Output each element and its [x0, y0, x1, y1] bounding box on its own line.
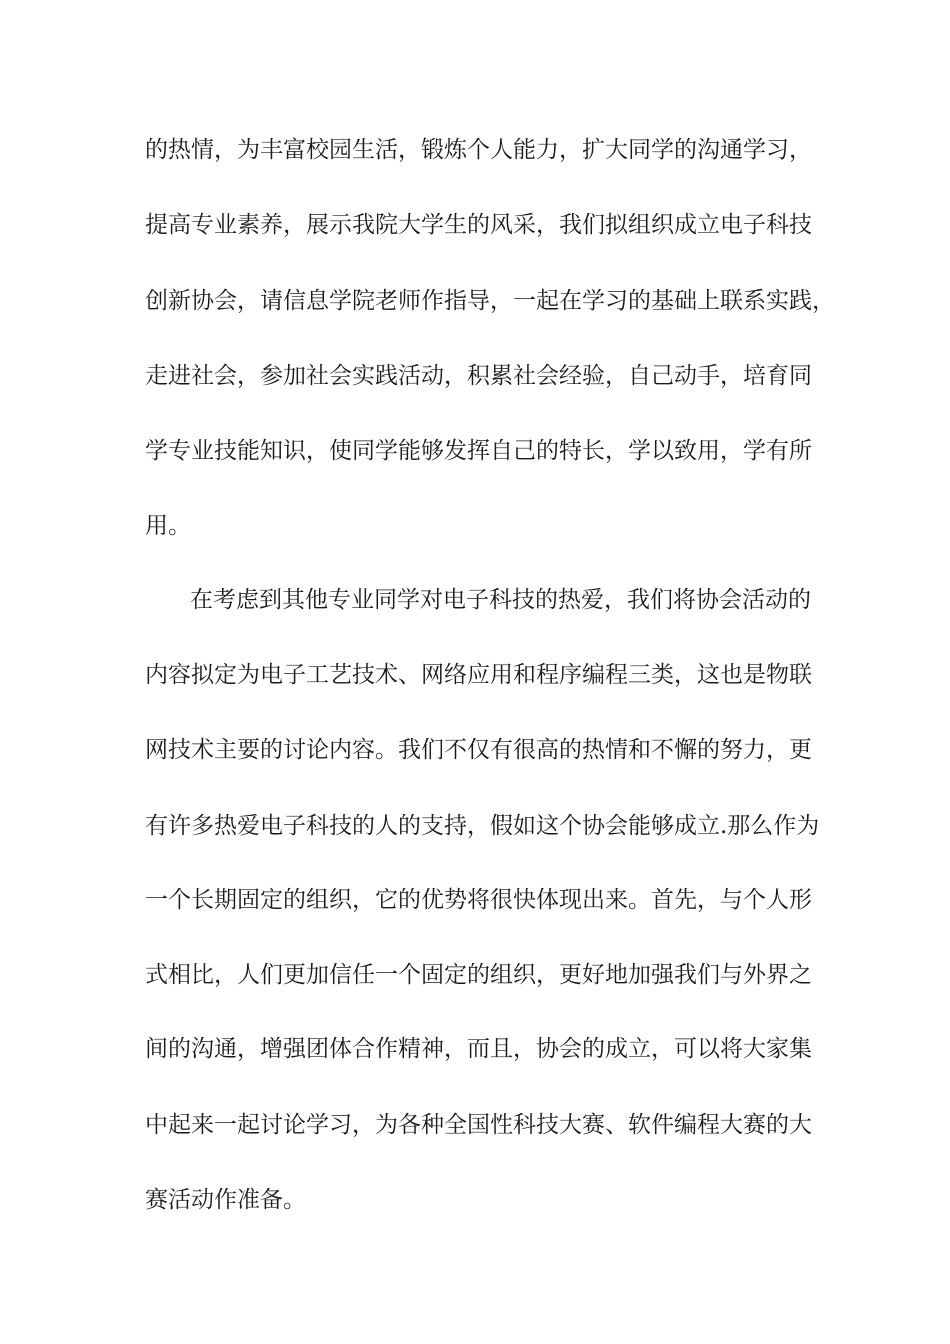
text-line: 学专业技能知识，使同学能够发挥自己的特长，学以致用，学有所 [145, 438, 812, 464]
text-line: 中起来一起讨论学习，为各种全国性科技大赛、软件编程大赛的大 [145, 1112, 812, 1138]
text-line: 式相比，人们更加信任一个固定的组织，更好地加强我们与外界之 [145, 962, 812, 988]
text-line: 的热情，为丰富校园生活，锻炼个人能力，扩大同学的沟通学习， [145, 137, 812, 163]
text-line: 内容拟定为电子工艺技术、网络应用和程序编程三类，这也是物联 [145, 662, 812, 688]
text-line: 创新协会，请信息学院老师作指导，一起在学习的基础上联系实践， [145, 288, 835, 314]
text-line: 间的沟通，增强团体合作精神，而且，协会的成立，可以将大家集 [145, 1036, 812, 1062]
text-line: 走进社会，参加社会实践活动，积累社会经验，自己动手，培育同 [145, 363, 812, 389]
text-line: 提高专业素养，展示我院大学生的风采，我们拟组织成立电子科技 [145, 212, 812, 238]
text-line: 有许多热爱电子科技的人的支持，假如这个协会能够成立.那么作为 [145, 813, 820, 839]
text-line: 用。 [145, 513, 191, 539]
text-line: 网技术主要的讨论内容。我们不仅有很高的热情和不懈的努力，更 [145, 737, 812, 763]
text-line: 赛活动作准备。 [145, 1187, 306, 1213]
paragraph-first-line: 在考虑到其他专业同学对电子科技的热爱，我们将协会活动的 [190, 587, 811, 613]
text-line: 一个长期固定的组织，它的优势将很快体现出来。首先，与个人形 [145, 887, 812, 913]
